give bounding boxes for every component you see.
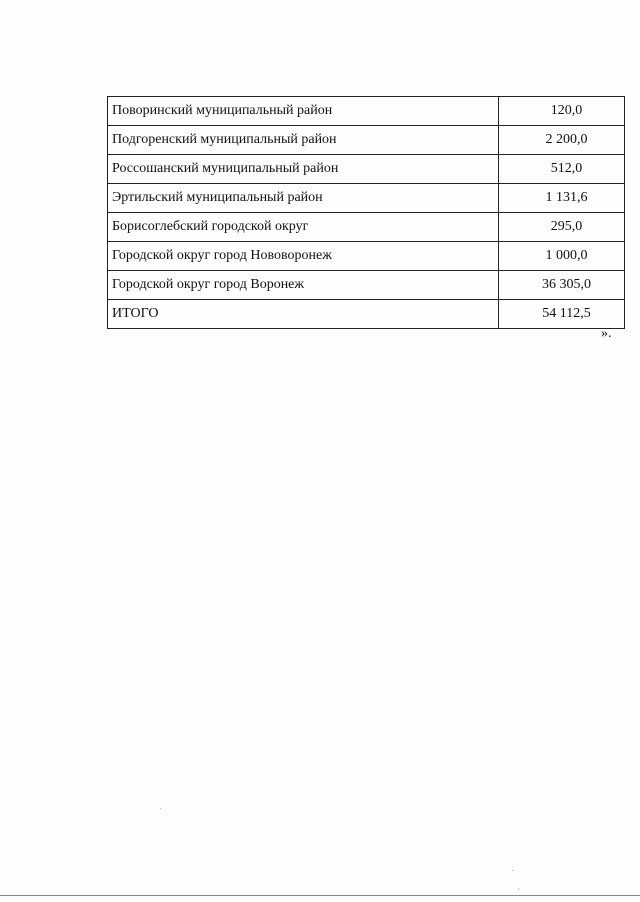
scan-speck (518, 888, 519, 889)
scan-speck (160, 808, 161, 809)
district-name: Борисоглебский городской округ (108, 213, 499, 242)
total-value: 54 112,5 (499, 300, 625, 329)
allocation-value: 1 131,6 (499, 184, 625, 213)
district-name: Поворинский муниципальный район (108, 97, 499, 126)
closing-quote-mark: ». (601, 326, 612, 341)
allocation-value: 2 200,0 (499, 126, 625, 155)
table-row (108, 126, 625, 155)
table-row (108, 155, 625, 184)
table-row (108, 213, 625, 242)
total-label: ИТОГО (108, 300, 499, 329)
allocation-table (107, 96, 625, 329)
allocation-value: 512,0 (499, 155, 625, 184)
scan-edge-line (0, 895, 640, 896)
district-name: Городской округ город Нововоронеж (108, 242, 499, 271)
district-name: Городской округ город Воронеж (108, 271, 499, 300)
table-row (108, 97, 625, 126)
allocation-value: 295,0 (499, 213, 625, 242)
table-row (108, 242, 625, 271)
table-row (108, 184, 625, 213)
allocation-value: 120,0 (499, 97, 625, 126)
allocation-value: 36 305,0 (499, 271, 625, 300)
district-name: Эртильский муниципальный район (108, 184, 499, 213)
district-name: Подгоренский муниципальный район (108, 126, 499, 155)
scan-speck (512, 870, 513, 871)
total-row (108, 300, 625, 329)
allocation-value: 1 000,0 (499, 242, 625, 271)
table-row (108, 271, 625, 300)
district-name: Россошанский муниципальный район (108, 155, 499, 184)
